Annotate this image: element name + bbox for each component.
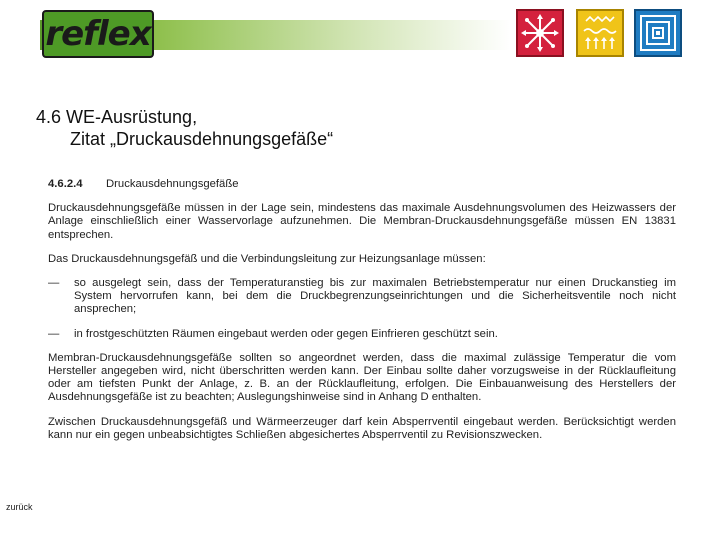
paragraph-3: Membran-Druckausdehnungsgefäße sollten so angeordnet werden, dass die maximal zulässige Temperatur die vom Hersteller angegeben wird, nicht überschritten werden kann. Der Einbau sollte daher vorzugsweise in der Rücklaufleitung oder am tiefsten Punkt der Anlage, z. B. an der Rücklaufleitung, erfolgen. Die Einbauanweisung des Herstellers der Ausdehnungsgefäße ist zu beachten; Auslegungshinweise sind in Anhang D enthalten.: [48, 351, 676, 404]
logo-text: reflex: [45, 14, 151, 54]
quoted-document: [48, 178, 676, 453]
title-line-2: Zitat „Druckausdehnungsgefäße“: [70, 129, 334, 149]
back-link[interactable]: zurück: [6, 502, 33, 512]
section-number: 4.6.2.4: [48, 178, 83, 190]
bullet-1-text: so ausgelegt sein, dass der Temperaturanstieg bis zur maximalen Betriebstemperatur nur einen Druckanstieg im System hervorrufen kann, bei dem die Druckbegrenzungseinrichtungen und die Sicherheitsventile noch nicht ansprechen;: [74, 277, 676, 316]
reflex-logo: [42, 10, 154, 58]
list-item: [48, 277, 676, 317]
bullet-dash: —: [48, 327, 60, 340]
paragraph-1: Druckausdehnungsgefäße müssen in der Lage sein, mindestens das maximale Ausdehnungsvolumen des Heizwassers der Anlage einschließlich einer Wasservorlage aufzunehmen. Die Membran-Druckausdehnungsgefäße müssen EN 13831 entsprechen.: [48, 202, 676, 241]
list-item: [48, 328, 676, 341]
paragraph-4: Zwischen Druckausdehnungsgefäß und Wärmeerzeuger darf kein Absperrventil eingebaut werden. Berücksichtigt werden kann nur ein gegen unbeabsichtigtes Schließen abgesichertes Absperrventil zu Revisionszwecken.: [48, 415, 676, 441]
concentric-squares-icon: [634, 9, 682, 57]
section-title: Druckausdehnungsgefäße: [106, 178, 239, 190]
bullet-dash: —: [48, 277, 60, 290]
expansion-arrows-icon: [516, 9, 564, 57]
bullet-2-text: in frostgeschützten Räumen eingebaut werden oder gegen Einfrieren geschützt sein.: [74, 327, 498, 340]
header-bar: [0, 0, 720, 70]
slide-title: [36, 106, 333, 150]
heating-sun-icon: [576, 9, 624, 57]
title-line-1: 4.6 WE-Ausrüstung,: [36, 107, 198, 127]
paragraph-2: Das Druckausdehnungsgefäß und die Verbindungsleitung zur Heizungsanlage müssen:: [48, 252, 486, 265]
section-heading: [48, 178, 676, 191]
